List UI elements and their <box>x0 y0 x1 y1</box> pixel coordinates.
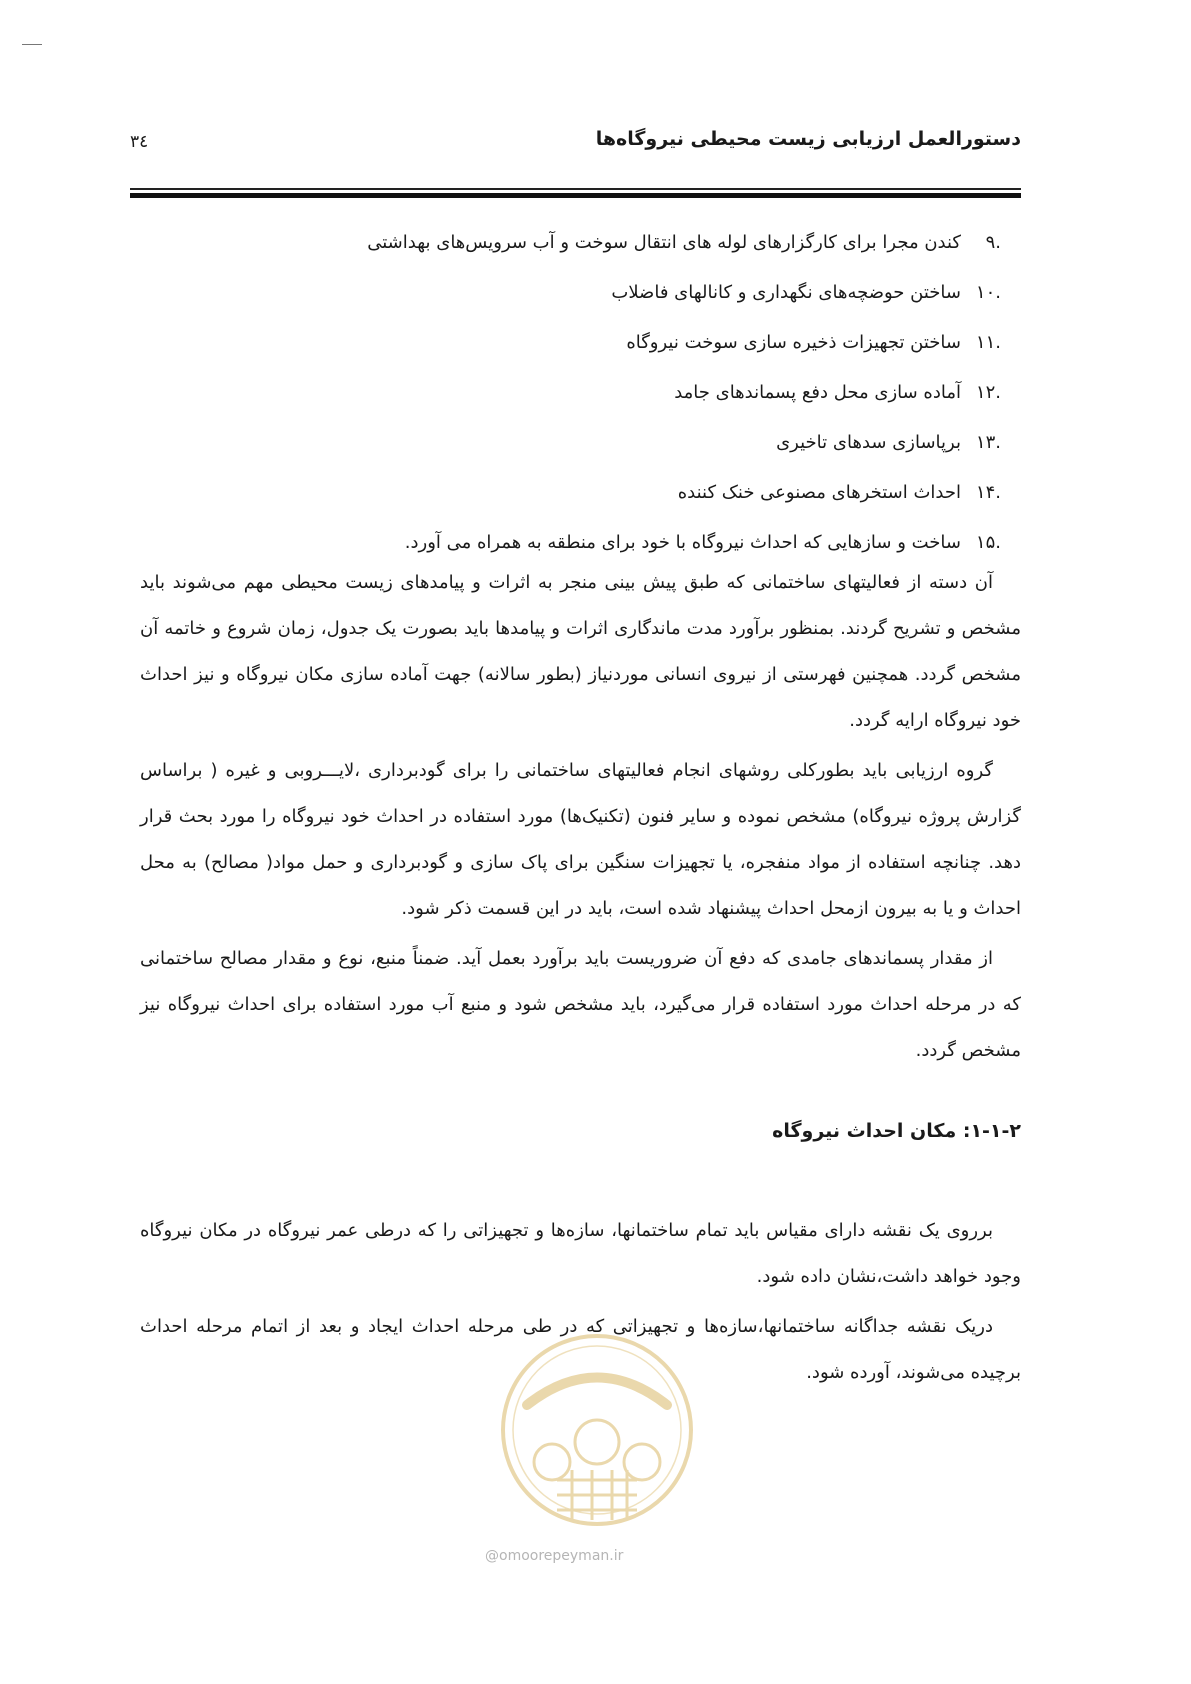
watermark-url: @omoorepeyman.ir <box>485 1548 624 1564</box>
list-item-number: .۹ <box>985 232 1001 253</box>
list-item <box>230 276 1001 326</box>
list-item <box>230 376 1001 426</box>
list-item-number: .۱۱ <box>975 332 1001 353</box>
list-item <box>230 226 1001 276</box>
header-rule-thick <box>130 193 1021 198</box>
list-item-number: .۱۰ <box>975 282 1001 303</box>
scan-mark <box>22 44 42 45</box>
list-item <box>230 326 1001 376</box>
list-item-number: .۱۳ <box>975 432 1001 453</box>
page-number: ۳٤ <box>130 132 149 152</box>
body-paragraph: آن دسته از فعالیتهای ساختمانی که طبق پیش بینی منجر به اثرات و پیامدهای زیست محیطی مهم می‌شوند باید مشخص و تشریح گردند. بمنظور برآورد مدت ماندگاری اثرات و پیامدها باید بصورت یک جدول، زمان شروع و خاتمه آن مشخص گردد. همچنین فهرستی از نیروی انسانی موردنیاز (بطور سالانه) جهت آماده سازی مکان نیروگاه و نیز احداث خود نیروگاه ارایه گردد. <box>140 572 1021 731</box>
body-paragraph: گروه ارزیابی باید بطورکلی روشهای انجام فعالیتهای ساختمانی را برای گودبرداری ،لایـــروبی و غیره ( براساس گزارش پروژه نیروگاه) مشخص نموده و سایر فنون (تکنیک‌ها) مورد استفاده در احداث خود نیروگاه را مورد بحث قرار دهد. چنانچه استفاده از مواد منفجره، یا تجهیزات سنگین برای پاک سازی و گودبرداری و حمل مواد( مصالح) به محل احداث و یا به بیرون ازمحل احداث پیشنهاد شده است، باید در این قسمت ذکر شود. <box>140 760 1021 919</box>
list-item-text: کندن مجرا برای کارگزارهای لوله های انتقال سوخت و آب سرویس‌های بهداشتی <box>367 232 961 253</box>
list-item-text: برپاسازی سدهای تاخیری <box>776 432 961 453</box>
construction-activities-text <box>140 560 1021 1074</box>
list-item-text: ساختن تجهیزات ذخیره سازی سوخت نیروگاه <box>626 332 961 353</box>
list-item-text: ساخت و سازهایی که احداث نیروگاه با خود برای منطقه به همراه می آورد. <box>404 532 961 553</box>
list-item <box>230 476 1001 526</box>
body-paragraph: از مقدار پسماندهای جامدی که دفع آن ضروریست باید برآورد بعمل آید. ضمناً منبع، نوع و مقدار مصالح ساختمانی که در مرحله احداث مورد استفاده قرار می‌گیرد، باید مشخص شود و منبع آب مورد استفاده برای احداث نیروگاه نیز مشخص گردد. <box>140 948 1021 1061</box>
header-rule-thin <box>130 188 1021 190</box>
running-title: دستورالعمل ارزیابی زیست محیطی نیروگاه‌ها <box>595 128 1021 150</box>
body-paragraph: برروی یک نقشه دارای مقیاس باید تمام ساختمانها، سازه‌ها و تجهیزاتی را که درطی عمر نیروگاه در مکان نیروگاه وجود خواهد داشت،نشان داده شود. <box>140 1220 1021 1287</box>
list-item-text: آماده سازی محل دفع پسماندهای جامد <box>674 382 961 403</box>
list-item-number: .۱۲ <box>975 382 1001 403</box>
list-item-text: ساختن حوضچه‌های نگهداری و کانالهای فاضلاب <box>611 282 961 303</box>
body-paragraph: دریک نقشه جداگانه ساختمانها،سازه‌ها و تجهیزاتی که در طی مرحله احداث ایجاد و بعد از اتمام مرحله احداث برچیده می‌شوند، آورده شود. <box>140 1316 1021 1383</box>
activity-list <box>230 226 1001 576</box>
list-item-number: .۱۵ <box>975 532 1001 553</box>
list-item-text: احداث استخرهای مصنوعی خنک کننده <box>677 482 961 503</box>
watermark-logo <box>497 1330 697 1530</box>
list-item-number: .۱۴ <box>975 482 1001 503</box>
page-header <box>130 128 1021 168</box>
list-item <box>230 426 1001 476</box>
section-heading: ۱-۱-۲: مکان احداث نیروگاه <box>772 1120 1021 1142</box>
